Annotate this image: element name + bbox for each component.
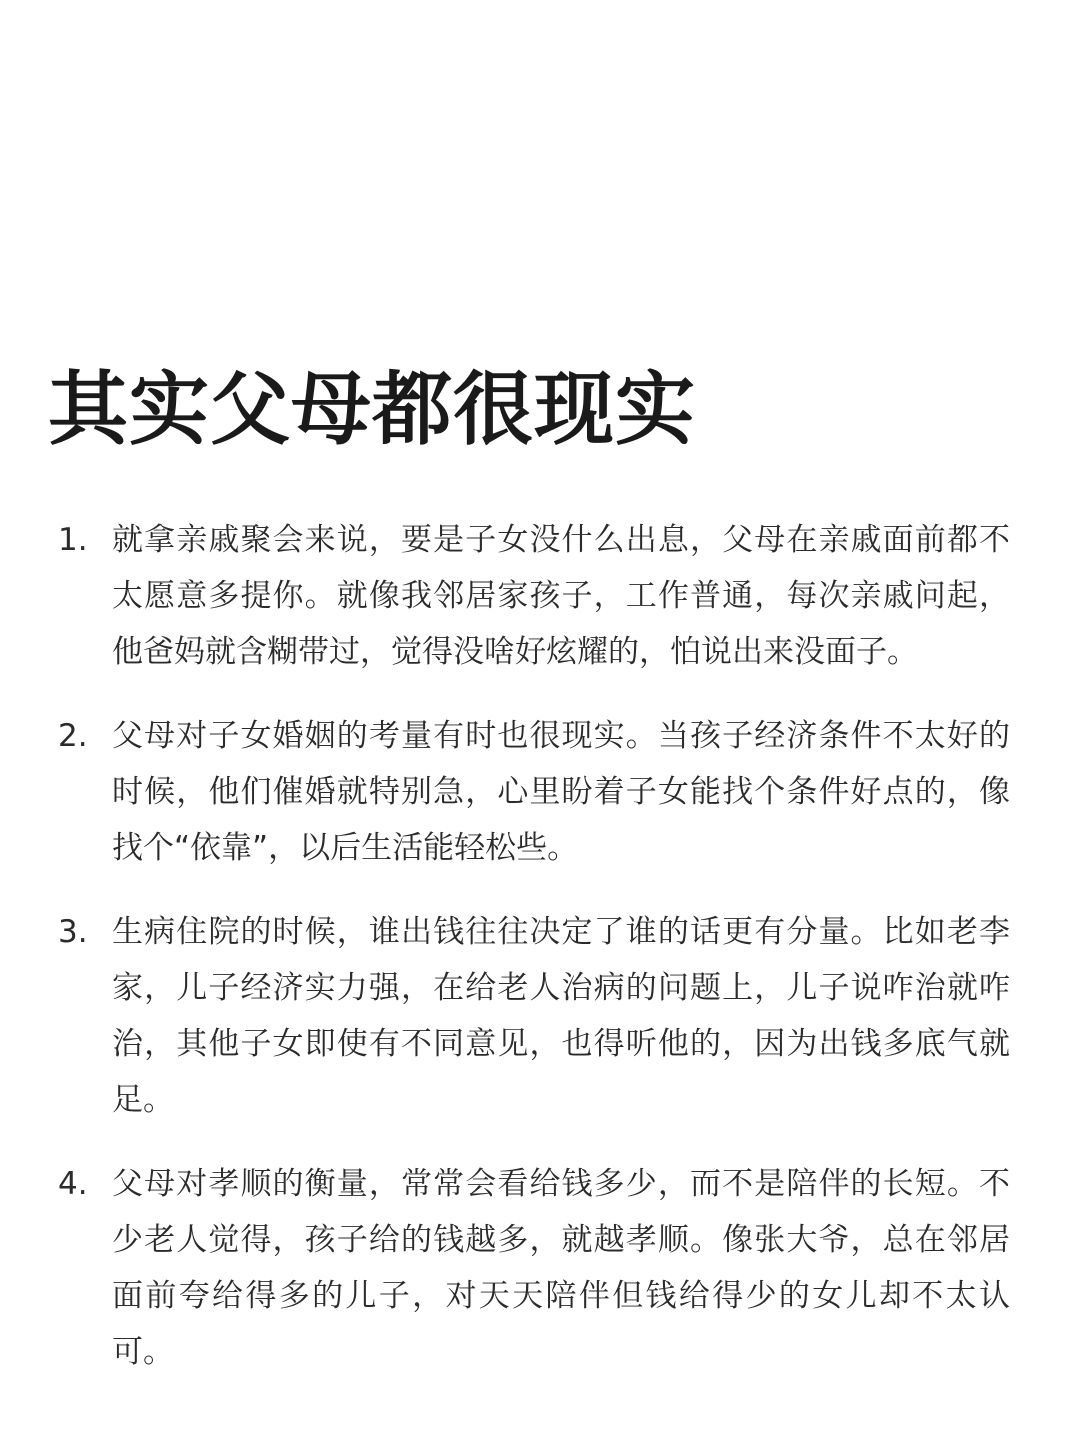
list-item bbox=[58, 708, 1010, 876]
list-item-text: 父母对子女婚姻的考量有时也很现实。当孩子经济条件不太好的时候，他们催婚就特别急，心里盼着子女能找个条件好点的，像找个“依靠”，以后生活能轻松些。 bbox=[112, 718, 1010, 866]
list-item-text: 父母对孝顺的衡量，常常会看给钱多少，而不是陪伴的长短。不少老人觉得，孩子给的钱越多，就越孝顺。像张大爷，总在邻居面前夸给得多的儿子，对天天陪伴但钱给得少的女儿却不太认可。 bbox=[112, 1166, 1010, 1370]
page-title: 其实父母都很现实 bbox=[48, 363, 696, 456]
list-item-number: 4. bbox=[58, 1166, 88, 1202]
list-item bbox=[58, 904, 1010, 1128]
list-item-number: 3. bbox=[58, 914, 88, 950]
list-item-text: 生病住院的时候，谁出钱往往决定了谁的话更有分量。比如老李家，儿子经济实力强，在给老人治病的问题上，儿子说咋治就咋治，其他子女即使有不同意见，也得听他的，因为出钱多底气就足。 bbox=[112, 914, 1010, 1118]
list-item bbox=[58, 512, 1010, 680]
list-item bbox=[58, 1156, 1010, 1380]
point-list bbox=[58, 512, 1010, 1408]
list-item-number: 2. bbox=[58, 718, 88, 754]
list-item-text: 就拿亲戚聚会来说，要是子女没什么出息，父母在亲戚面前都不太愿意多提你。就像我邻居家孩子，工作普通，每次亲戚问起，他爸妈就含糊带过，觉得没啥好炫耀的，怕说出来没面子。 bbox=[112, 522, 1010, 670]
list-item-number: 1. bbox=[58, 522, 88, 558]
